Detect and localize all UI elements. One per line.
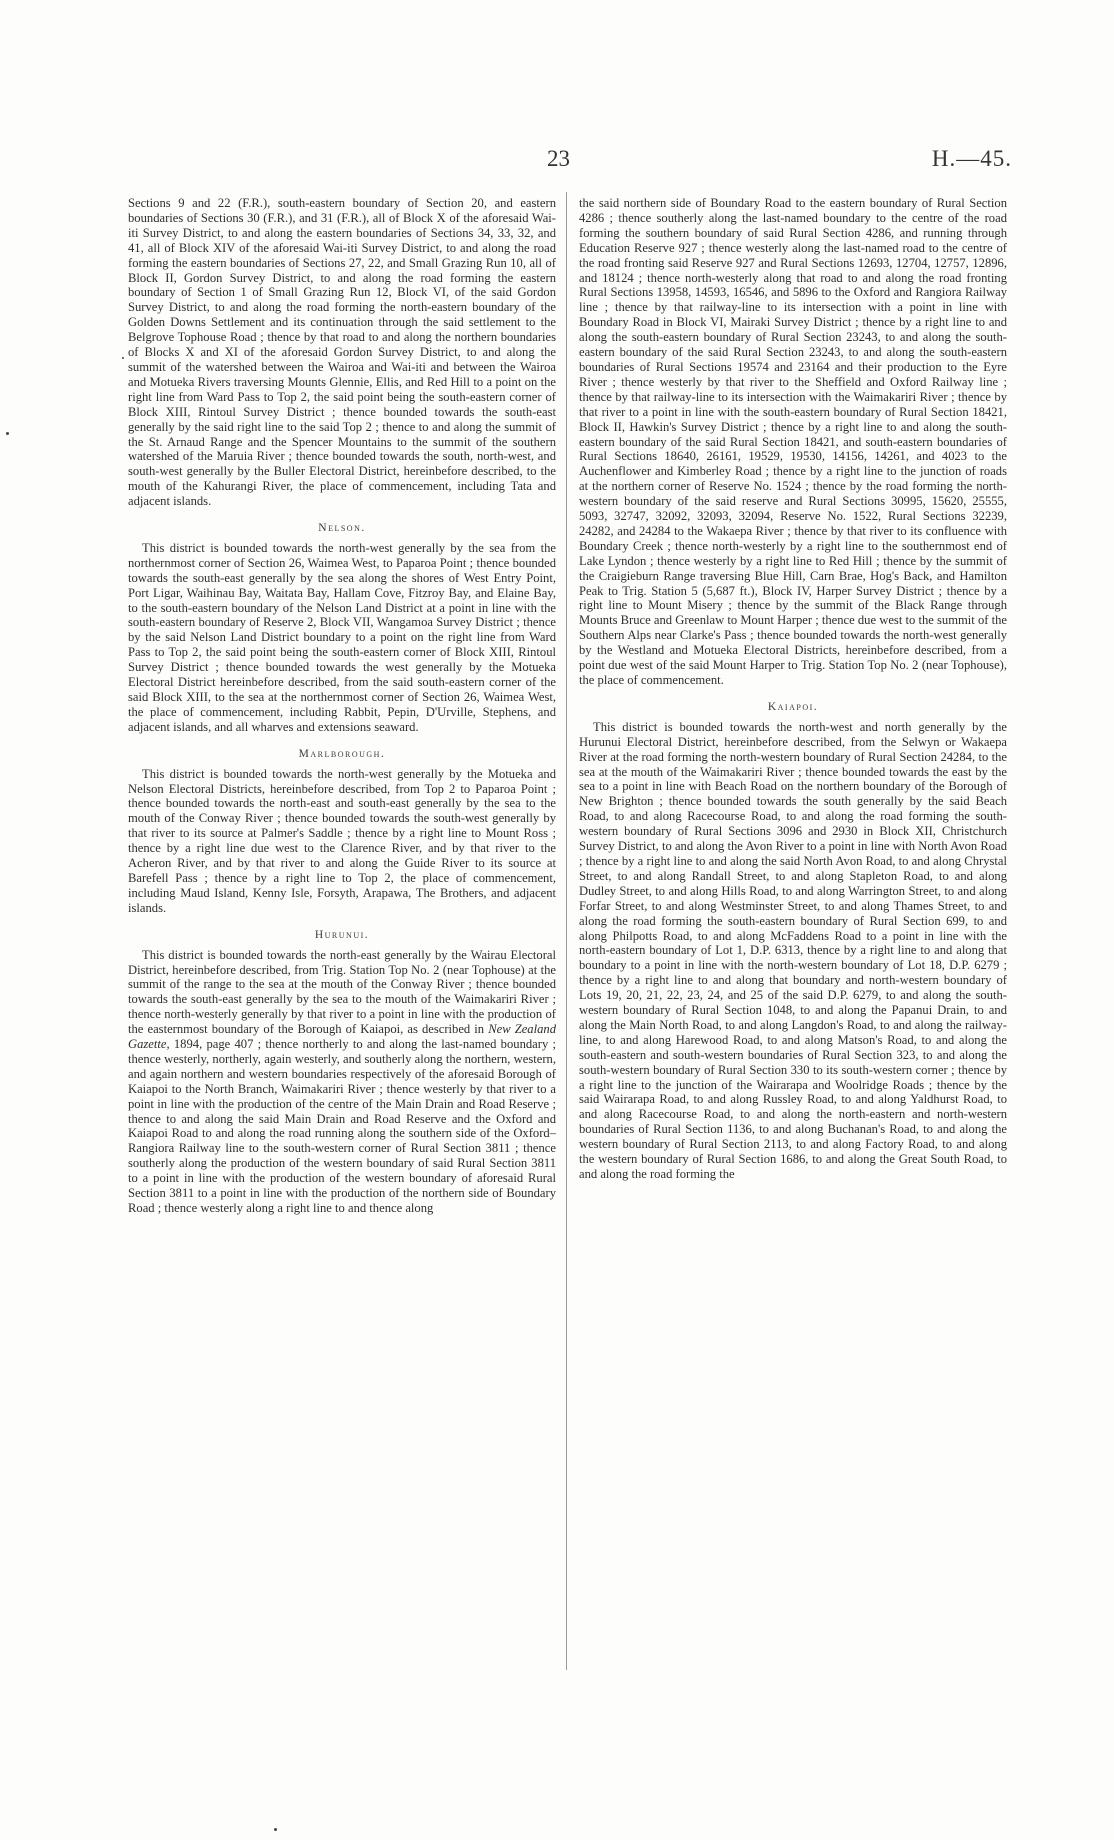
margin-dot: [122, 357, 124, 359]
section-heading-marlborough: Marlborough.: [298, 747, 386, 760]
section-heading-kaiapoi: Kaiapoi.: [767, 700, 819, 713]
right-column: [579, 196, 1007, 1182]
section-heading-nelson: Nelson.: [318, 522, 366, 535]
left-column: [128, 196, 556, 1216]
margin-dot: [274, 1828, 277, 1831]
section-heading-hurunui: Hurunui.: [314, 928, 370, 941]
gazette-title: New Zealand Gazette: [128, 1022, 556, 1052]
continued-paragraph: Sections 9 and 22 (F.R.), south-eastern boundary of Section 20, and eastern boundaries of Sections 30 (F.R.), and 31 (F.R.), all of Block X of the aforesaid Wai-iti Survey District, to and along the eastern boundaries of Sections 34, 33, 32, and 41, all of Block XIV of the aforesaid Wai-iti Survey District, to and along the road forming the eastern boundaries of Sections 27, 22, and Small Grazing Run 10, all of Block II, Gordon Survey District, to and along the road forming the eastern boundary of Section 1 of Small Grazing Run 12, Block VI, of the said Gordon Survey District, to and along the road forming the north-eastern boundary of the Golden Downs Settlement and its continuation through the said settlement to the Belgrove Tophouse Road ; thence by that road to and along the northern boundaries of Blocks X and XI of the aforesaid Gordon Survey District, to and along the summit of the watershed between the Wairoa and Wai-iti and between the Wairoa and Motueka Rivers traversing Mounts Glennie, Ellis, and Red Hill to a point on the right line from Ward Pass to Top 2, the said point being the south-eastern corner of Block XIII, Rintoul Survey District ; thence bounded towards the south-east generally by the said right line to the said Top 2 ; thence to and along the summit of the St. Arnaud Range and the Spencer Mountains to the summit of the southern watershed of the Maruia River ; thence bounded towards the south, north-west, and south-west generally by the Buller Electoral District, hereinbefore described, to the mouth of the Kahurangi River, the place of commencement, including Tata and adjacent islands.: [128, 196, 556, 509]
hurunui-text-part-b: , 1894, page 407 ; thence northerly to and along the last-named boundary ; thence westerly, northerly, again westerly, and southerly along the northern, western, and again northern and western boundaries respectively of the aforesaid Borough of Kaiapoi to the North Branch, Waimakariri River ; thence westerly by that river to a point in line with the production of the centre of the Main Drain and Road Reserve ; thence to and along the said Main Drain and Road Reserve and the Oxford and Kaiapoi Road to and along the road running along the southern side of the Oxford–Rangiora Railway line to the south-western corner of Rural Section 3811 ; thence southerly along the production of the western boundary of said Rural Section 3811 to a point in line with the production of the western boundary of aforesaid Rural Section 3811 to a point in line with the production of the northern side of Boundary Road ; thence westerly along a right line to and thence along: [128, 1037, 556, 1215]
section-text-kaiapoi: This district is bounded towards the north-west and north generally by the Hurunui Electoral District, hereinbefore described, from the Selwyn or Wakaepa River at the road forming the north-western boundary of Rural Section 24284, to the sea at the mouth of the Waimakariri River ; thence bounded towards the east by the sea to a point in line with Beach Road on the northern boundary of the Borough of New Brighton ; thence bounded towards the south generally by the said Beach Road, to and along Racecourse Road, to and along the road forming the south-western boundary of Rural Sections 3096 and 2930 in Block XII, Christchurch Survey District, to and along the Avon River to a point in line with North Avon Road ; thence by a right line to and along the said North Avon Road, to and along Chrystal Street, to and along Randall Street, to and along Stapleton Road, to and along Dudley Street, to and along Hills Road, to and along Warrington Street, to and along Forfar Street, to and along Westminster Street, to and along Thames Street, to and along the road forming the south-eastern boundary of Rural Section 699, to and along Philpotts Road, to and along McFaddens Road to a point in line with the north-eastern boundary of Lot 1, D.P. 6313, thence by a right line to and along that boundary to a point in line with the north-western boundary of Lot 18, D.P. 6279 ; thence by a right line to and along that boundary and north-western boundary of Lots 19, 20, 21, 22, 23, 24, and 25 of the said D.P. 6279, to and along the south-western boundary of Rural Section 1048, to and along the Papanui Drain, to and along the Main North Road, to and along Langdon's Road, to and along the railway-line, to and along Harewood Road, to and along Matson's Road, to and along the south-eastern and south-western boundaries of Rural Section 323, to and along the south-western boundary of Rural Section 330 to its south-western corner ; thence by a right line to the junction of the Wairarapa and Woolridge Roads ; thence by the said Wairarapa Road, to and along Russley Road, to and along Yaldhurst Road, to and along Racecourse Road, to and along the north-eastern and north-western boundaries of Rural Section 1136, to and along Buchanan's Road, to and along the western boundary of Rural Section 2113, to and along Factory Road, to and along the western boundary of Rural Section 1686, to and along the Great South Road, to and along the road forming the: [579, 719, 1007, 1181]
column-divider: [566, 192, 567, 1670]
document-reference: H.—45.: [931, 146, 1012, 171]
hurunui-text-part-a: This district is bounded towards the north-east generally by the Wairau Electoral District, hereinbefore described, from Trig. Station Top No. 2 (near Tophouse) at the summit of the range to the sea at the mouth of the Conway River ; thence bounded towards the south-east generally by the sea to the mouth of the Waimakariri River ; thence north-westerly generally by that river to a point in line with the production of the easternmost boundary of the Borough of Kaiapoi, as described in: [128, 947, 556, 1037]
continued-paragraph-hurunui: the said northern side of Boundary Road to the eastern boundary of Rural Section 4286 ; thence southerly along the last-named boundary to the centre of the road forming the southern boundary of said Rural Section 4286, and running through Education Reserve 927 ; thence westerly along the last-named road to the centre of the road fronting said Reserve 927 and Rural Sections 12693, 12704, 12757, 12896, and 18124 ; thence north-westerly along that road to and along the road fronting Rural Sections 13958, 14593, 16546, and 5896 to the Oxford and Rangiora Railway line ; thence by that railway-line to its intersection with a point in line with Boundary Road in Block VI, Mairaki Survey District ; thence by a right line to and along the south-eastern boundary of Rural Section 23243, to and along the south-eastern boundary of the said Rural Section 23243, to and along the south-eastern boundaries of Rural Sections 19574 and 23164 and their production to the Eyre River ; thence westerly by that river to the Sheffield and Oxford Railway line ; thence by that railway-line to its intersection with the Waimakariri River ; thence by that river to a point in line with the south-eastern boundary of Rural Section 18421, Block II, Hawkin's Survey District ; thence by a right line to and along the south-eastern boundary of the said Rural Section 18421, and south-eastern boundaries of Rural Sections 18640, 26161, 19529, 19530, 14156, 14261, and 4023 to the Auchenflower and Kimberley Road ; thence by a right line to the junction of roads at the northern corner of Reserve No. 1524 ; thence by the road forming the north-western boundary of the said reserve and Rural Sections 30995, 15620, 25555, 5093, 32747, 32092, 32093, 32094, Reserve No. 1522, Rural Sections 32239, 24282, and 24284 to the Wakaepa River ; thence by that river to its confluence with Boundary Creek ; thence north-westerly by a right line to the southernmost end of Lake Lyndon ; thence westerly by a right line to Red Hill ; thence by the summit of the Craigieburn Range traversing Blue Hill, Carn Brae, Hog's Back, and Hamilton Peak to Trig. Station 5 (5,687 ft.), Block IV, Harper Survey District ; thence by a right line to Mount Misery ; thence by the summit of the Black Range through Mounts Bruce and Greenlaw to Mount Harper ; thence due west to the summit of the Southern Alps near Clarke's Pass ; thence bounded towards the north-west generally by the Westland and Motueka Electoral Districts, hereinbefore described, from a point due west of the said Mount Harper to Trig. Station Top No. 2 (near Tophouse), the place of commencement.: [579, 196, 1007, 687]
page-number: 23: [547, 146, 570, 171]
section-text-marlborough: This district is bounded towards the north-west generally by the Motueka and Nelson Electoral Districts, hereinbefore described, from Top 2 to Paparoa Point ; thence bounded towards the north-east and south-east generally by the sea to the mouth of the Conway River ; thence bounded towards the south-west generally by that river to its source at Palmer's Saddle ; thence by a right line to Mount Ross ; thence by a right line due west to the Clarence River, and by that river to the Acheron River, and by that river to and along the Guide River to its source at Barefell Pass ; thence by a right line to Top 2, the place of commencement, including Maud Island, Kenny Isle, Forsyth, Arapawa, The Brothers, and adjacent islands.: [128, 766, 556, 915]
section-text-nelson: This district is bounded towards the north-west generally by the sea from the northernmost corner of Section 26, Waimea West, to Paparoa Point ; thence bounded towards the south-east generally by the sea along the shores of West Entry Point, Port Ligar, Waihinau Bay, Waitata Bay, Hallam Cove, Fitzroy Bay, and Elaine Bay, to the south-eastern boundary of the Nelson Land District at a point in line with the south-eastern boundary of Reserve 2, Block VII, Wangamoa Survey District ; thence by the said Nelson Land District boundary to a point on the right line from Ward Pass to Top 2, the said point being the south-eastern corner of Block XIII, Rintoul Survey District ; thence bounded towards the west generally by the Motueka Electoral District hereinbefore described, from the said south-eastern corner of the said Block XIII, to the sea at the northernmost corner of Section 26, Waimea West, the place of commencement, including Rabbit, Pepin, D'Urville, Stephens, and adjacent islands, and all wharves and extensions seaward.: [128, 540, 556, 734]
margin-dot: [6, 432, 9, 435]
section-text-hurunui: [128, 948, 556, 1216]
